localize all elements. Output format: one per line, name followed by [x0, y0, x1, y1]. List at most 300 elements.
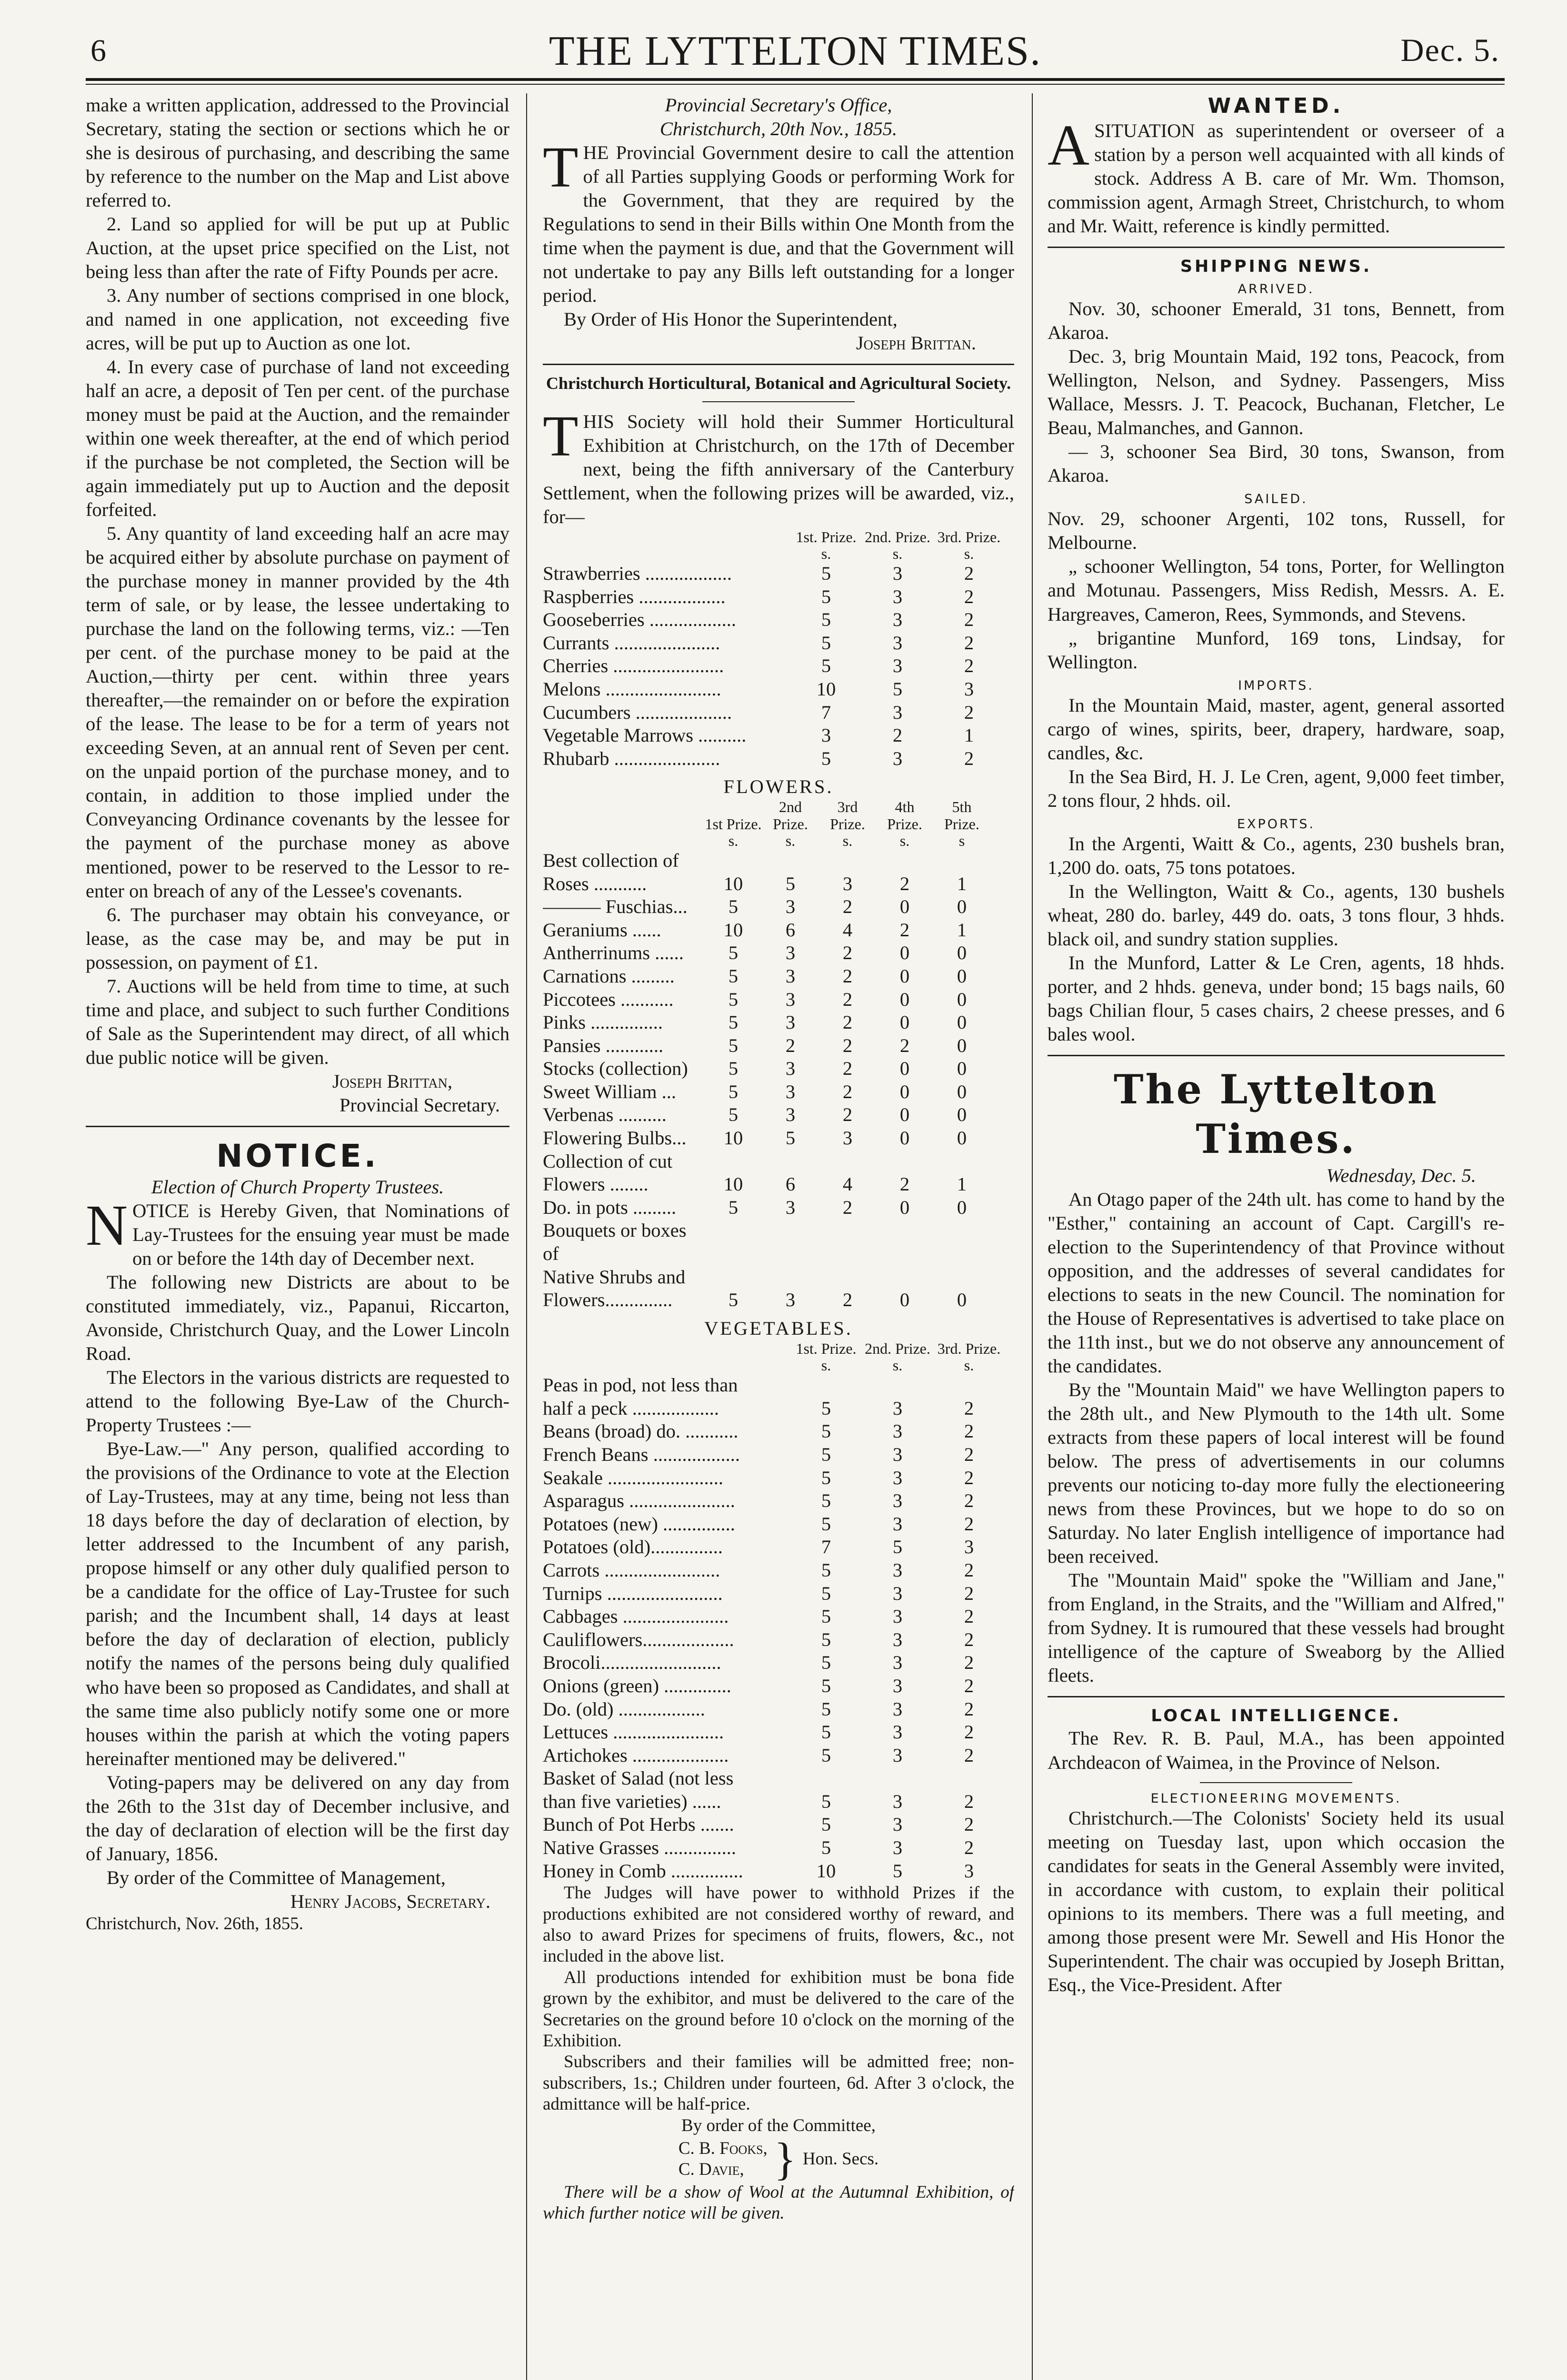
- prize-amount: 3: [785, 988, 796, 1010]
- prize-amount: 2: [964, 1490, 974, 1512]
- prize-item-name: Basket of Salad (not less: [543, 1767, 734, 1789]
- table-unit-cell: s.: [821, 545, 831, 562]
- prize-amount: 2: [964, 1837, 974, 1859]
- prize-amount: 5: [785, 873, 796, 894]
- prize-amount: 2: [842, 1196, 853, 1218]
- table-header-cell: 4th Prize.: [887, 798, 922, 833]
- prize-amount: [705, 849, 762, 873]
- table-unit-cell: s.: [964, 545, 974, 562]
- section-divider: [1048, 247, 1505, 248]
- prize-amount: 10: [723, 1173, 743, 1195]
- prize-amount: 0: [957, 1104, 967, 1126]
- prize-amount: [762, 849, 819, 873]
- prize-amount: 0: [957, 988, 967, 1010]
- vegetable-table-units: [543, 1357, 1005, 1374]
- prize-amount: 3: [785, 965, 796, 987]
- prize-amount: 5: [728, 896, 739, 918]
- land-regulation-7: 7. Auctions will be held from time to time, at such time and place, and subject to such further Conditions of Sale as the Superintendent may direct, of all which due public notice will be given.: [86, 975, 509, 1068]
- prize-row: [543, 965, 990, 988]
- prize-amount: 3: [892, 655, 903, 677]
- prize-row: [543, 1420, 1005, 1443]
- prize-amount: 5: [821, 609, 831, 631]
- prize-amount: 0: [957, 1196, 967, 1218]
- prize-amount: 3: [892, 1397, 903, 1419]
- prize-amount: 5: [821, 632, 831, 654]
- prize-amount: 2: [964, 1628, 974, 1650]
- provincial-signature: Joseph Brittan.: [856, 332, 976, 354]
- prize-row: [543, 895, 990, 919]
- prize-amount: [862, 1767, 933, 1790]
- prize-amount: 2: [964, 747, 974, 769]
- prize-amount: 5: [892, 1536, 903, 1558]
- prize-amount: 2: [964, 563, 974, 585]
- wool-show-note: There will be a show of Wool at the Autumnal Exhibition, of which further notice will be given.: [543, 2182, 1014, 2223]
- prize-row: [543, 1443, 1005, 1467]
- prize-row: [543, 747, 1005, 771]
- column-2: [543, 93, 1014, 2380]
- prize-amount: 0: [957, 1081, 967, 1102]
- table-header-cell: 2nd. Prize.: [865, 528, 930, 545]
- secretaries-title: Hon. Secs.: [802, 2149, 879, 2169]
- table-unit-cell: [543, 1357, 790, 1374]
- editorial-paragraph-2: By the "Mountain Maid" we have Wellington papers to the 28th ult., and New Plymouth to the 14th ult. Some extracts from these papers of local interest will be found below. The press of advertisements in our columns prevents our noticing to-day more fully the electioneering news from these Provinces, but we hope to do so on Saturday. No later English intelligence of importance had been received.: [1048, 1379, 1505, 1567]
- prize-amount: 3: [842, 1127, 853, 1149]
- table-unit-cell: s.: [892, 545, 903, 562]
- prize-amount: 1: [957, 919, 967, 941]
- prize-row: [543, 1582, 1005, 1606]
- prize-amount: [819, 1150, 876, 1173]
- prize-amount: 2: [964, 1721, 974, 1743]
- prize-item-name: Carrots ........................: [543, 1559, 720, 1581]
- masthead-date: Dec. 5.: [1400, 32, 1500, 68]
- prize-amount: 4: [842, 919, 853, 941]
- electioneering-paragraph: Christchurch.—The Colonists' Society held its usual meeting on Tuesday last, upon which occasion the candidates for seats in the General Assembly were invited, in accordance with custom, to explain their political opinions to its members. There was a full meeting, and among those present were Mr. Sewell and His Honor the Superintendent. The chair was occupied by Joseph Brittan, Esq., the Vice-President. After: [1048, 1807, 1505, 1995]
- prize-amount: 3: [892, 1513, 903, 1535]
- table-header-cell: 1st. Prize.: [796, 1339, 857, 1357]
- prize-amount: 3: [892, 1721, 903, 1743]
- table-header-cell: 2nd Prize.: [773, 798, 808, 833]
- prize-item-name: Raspberries ..................: [543, 585, 726, 607]
- prize-amount: 2: [899, 873, 910, 894]
- prize-amount: 3: [892, 1814, 903, 1835]
- prize-row: [543, 1196, 990, 1220]
- prize-item-name: Carnations .........: [543, 965, 675, 987]
- table-unit-cell: s.: [964, 1357, 974, 1374]
- table-unit-cell: [543, 545, 790, 562]
- wanted-advertisement: [1048, 113, 1505, 238]
- table-header-cell: [543, 529, 790, 545]
- section-divider: [86, 1126, 509, 1127]
- fruit-table-header: [543, 529, 1005, 545]
- prize-amount: 1: [957, 1173, 967, 1195]
- prize-row: [543, 1374, 1005, 1397]
- prize-item-name: Lettuces .......................: [543, 1721, 724, 1743]
- table-header-cell: 2nd. Prize.: [865, 1339, 930, 1357]
- prize-amount: 3: [892, 1490, 903, 1512]
- prize-row: [543, 1767, 1005, 1790]
- prize-row: [543, 1103, 990, 1127]
- prize-amount: 7: [821, 1536, 831, 1558]
- flower-table-body: [543, 849, 990, 1312]
- prize-amount: 3: [892, 1559, 903, 1581]
- prize-amount: [933, 1767, 1005, 1790]
- prize-row: [543, 1057, 990, 1081]
- prize-row: [543, 1790, 1005, 1814]
- prize-item-name: Cucumbers ....................: [543, 701, 732, 723]
- editorial-paragraph-1: An Otago paper of the 24th ult. has come to hand by the "Esther," containing an account of Capt. Cargill's re-election to the Superintendency of that Province without opposition, and the addresses of several candidates for elections to seats in the new Council. The nomination for the House of Representatives is advertised to take place on the 11th inst., but we do not observe any announcement of the candidates.: [1048, 1188, 1505, 1377]
- column-3: [1048, 93, 1505, 2380]
- prize-amount: 3: [892, 1675, 903, 1696]
- prize-amount: 5: [728, 1058, 739, 1080]
- section-divider: [543, 364, 1014, 365]
- prize-item-name: Pansies ............: [543, 1034, 664, 1056]
- prize-amount: 3: [964, 1860, 974, 1882]
- flower-table-header: [543, 799, 990, 832]
- prize-row: [543, 919, 990, 942]
- prize-amount: 0: [957, 896, 967, 918]
- prize-amount: 0: [899, 1127, 910, 1149]
- vegetable-table-body: [543, 1374, 1005, 1883]
- electioneering-heading: ELECTIONEERING MOVEMENTS.: [1150, 1791, 1402, 1806]
- prize-row: [543, 1127, 990, 1150]
- prize-amount: 3: [892, 1628, 903, 1650]
- prize-row: [543, 1467, 1005, 1490]
- wanted-heading: WANTED.: [1208, 94, 1345, 118]
- prize-item-name: Beans (broad) do. ...........: [543, 1420, 739, 1442]
- prize-amount: 1: [964, 724, 974, 746]
- prize-amount: 2: [964, 632, 974, 654]
- prize-amount: [876, 1266, 933, 1289]
- prize-amount: [790, 1767, 862, 1790]
- notice-paragraph-5: Voting-papers may be delivered on any day from the 26th to the 31st day of December inclusive, and the day of declaration of election will be the first day of January, 1856.: [86, 1771, 509, 1864]
- prize-item-name: Artichokes ....................: [543, 1744, 729, 1766]
- prize-amount: 5: [728, 1104, 739, 1126]
- prize-amount: 0: [899, 1058, 910, 1080]
- departure-entry: „ brigantine Munford, 169 tons, Lindsay, for Wellington.: [1048, 627, 1505, 673]
- prize-item-name: Asparagus ......................: [543, 1490, 735, 1512]
- prize-amount: 5: [892, 1860, 903, 1882]
- prize-amount: 10: [723, 1127, 743, 1149]
- prize-amount: 5: [821, 1513, 831, 1535]
- prize-row: [543, 1744, 1005, 1767]
- judges-note: The Judges will have power to withhold Prizes if the productions exhibited are not considered worthy of reward, and also to award Prizes for specimens of fruits, flowers, &c., not included in the above list.: [543, 1883, 1014, 1966]
- prize-amount: 2: [842, 1012, 853, 1033]
- prize-amount: 5: [821, 655, 831, 677]
- prize-row: [543, 1397, 1005, 1420]
- section-divider: [1048, 1055, 1505, 1056]
- masthead-title: THE LYTTELTON TIMES.: [549, 28, 1042, 74]
- prize-amount: 5: [892, 678, 903, 700]
- prize-amount: 2: [899, 1173, 910, 1195]
- secretary-1: C. B. Fooks,: [678, 2138, 768, 2158]
- prize-amount: 2: [964, 1698, 974, 1720]
- prize-amount: 0: [899, 1289, 910, 1311]
- prize-item-name: Onions (green) ..............: [543, 1675, 731, 1696]
- table-unit-cell: s.: [785, 832, 796, 849]
- prize-amount: 2: [964, 1443, 974, 1465]
- prize-amount: 5: [821, 1420, 831, 1442]
- prize-amount: [790, 1374, 862, 1397]
- prize-amount: 3: [892, 609, 903, 631]
- prize-amount: 5: [821, 1443, 831, 1465]
- flowers-heading: FLOWERS.: [723, 776, 834, 798]
- prize-amount: 5: [821, 747, 831, 769]
- prize-row: [543, 873, 990, 896]
- arrival-entry: — 3, schooner Sea Bird, 30 tons, Swanson, from Akaroa.: [1048, 441, 1505, 486]
- prize-row: [543, 1489, 1005, 1513]
- signature-title: Provincial Secretary.: [339, 1094, 500, 1116]
- prize-amount: 2: [964, 1814, 974, 1835]
- prize-amount: 5: [728, 942, 739, 964]
- column-divider: [526, 93, 527, 2380]
- prize-amount: 2: [842, 1104, 853, 1126]
- brace-glyph: }: [774, 2133, 796, 2184]
- prize-item-name: Do. (old) ..................: [543, 1698, 705, 1720]
- shipping-news-heading: SHIPPING NEWS.: [1180, 257, 1372, 277]
- arrival-entry: Nov. 30, schooner Emerald, 31 tons, Bennett, from Akaroa.: [1048, 298, 1505, 343]
- table-header-cell: 1st Prize.: [705, 815, 762, 833]
- prize-item-name: Native Shrubs and: [543, 1266, 686, 1288]
- prize-amount: 5: [821, 1721, 831, 1743]
- prize-amount: 3: [785, 942, 796, 964]
- prize-item-name: Collection of cut: [543, 1150, 673, 1172]
- provincial-notice-text: HE Provincial Government desire to call the attention of all Parties supplying Goods or performing Work for the Government, that they are required by the Regulations to send in their Bills within One Month from the time when the payment is due, and that the Government will not undertake to pay any Bills left outstanding for a longer period.: [543, 142, 1014, 307]
- prize-amount: 2: [964, 655, 974, 677]
- prize-amount: 5: [728, 988, 739, 1010]
- prize-amount: 0: [899, 896, 910, 918]
- prize-amount: 7: [821, 701, 831, 723]
- export-entry: In the Munford, Latter & Le Cren, agents, 18 hhds. porter, and 2 hhds. geneva, under bond; 15 bags nails, 60 bags Chilian flour, 5 cases chairs, 2 cheese presses, and 6 bales wool.: [1048, 952, 1505, 1045]
- prize-amount: 2: [842, 965, 853, 987]
- prize-amount: [862, 1374, 933, 1397]
- prize-amount: 3: [892, 1467, 903, 1488]
- table-unit-cell: s.: [892, 1357, 903, 1374]
- table-header-cell: 3rd. Prize.: [937, 528, 1001, 545]
- prize-item-name: Strawberries ..................: [543, 563, 732, 585]
- prize-amount: 5: [821, 1744, 831, 1766]
- prize-item-name: Native Grasses ...............: [543, 1837, 737, 1859]
- prize-row: [543, 1081, 990, 1104]
- table-header-cell: [543, 799, 705, 832]
- prize-amount: 1: [957, 873, 967, 894]
- prize-row: [543, 1219, 990, 1265]
- fruit-prize-table: [543, 529, 1005, 771]
- prize-amount: 2: [785, 1034, 796, 1056]
- land-regulation-5: 5. Any quantity of land exceeding half an acre may be acquired either by absolute purchase on payment of the purchase money in manner provided by the 4th term of sale, or by lease, the lessee undertaking to purchase the land on the following terms, viz.: —Ten per cent. of the purchase money to be paid at the Auction,—thirty per cent. within three years thereafter,—the remainder on or before the expiration of the lease. The lease to be for a term of years not exceeding Seven, at an annual rent of Seven per cent. on the unpaid portion of the purchase money, and to contain, in addition to those implied under the Conveyancing Ordinance covenants by the lessee for the payment of the purchase money as above mentioned, power to be reserved to the Lessor to re-enter on breach of any of the Lessee's covenants.: [86, 523, 509, 902]
- editorial-paragraph-3: The "Mountain Maid" spoke the "William and Jane," from England, in the Straits, and the "William and Alfred," from Sydney. It is rumoured that these vessels had brought intelligence of the capture of Sweaborg by the Allied fleets.: [1048, 1569, 1505, 1686]
- import-entry: In the Mountain Maid, master, agent, general assorted cargo of wines, spirits, beer, drapery, hardware, soap, candles, &c.: [1048, 694, 1505, 764]
- secretary-names: [679, 2138, 768, 2181]
- prize-row: [543, 1675, 1005, 1698]
- horticultural-intro-text: HIS Society will hold their Summer Horticultural Exhibition at Christchurch, on the 17th of December next, being the fifth anniversary of the Canterbury Settlement, when the following prizes will be awarded, viz., for—: [543, 410, 1014, 527]
- prize-amount: [705, 1150, 762, 1173]
- prize-amount: 6: [785, 919, 796, 941]
- honorary-secretaries: [543, 2133, 1014, 2184]
- prize-amount: 5: [821, 1790, 831, 1812]
- prize-amount: 3: [892, 632, 903, 654]
- prize-amount: 5: [821, 1698, 831, 1720]
- prize-amount: 2: [842, 1034, 853, 1056]
- prize-row: [543, 1289, 990, 1312]
- prize-amount: 0: [957, 1289, 967, 1311]
- prize-item-name: Cabbages ......................: [543, 1606, 729, 1627]
- prize-amount: 3: [892, 1837, 903, 1859]
- prize-item-name: Flowers..............: [543, 1289, 673, 1311]
- departure-entry: Nov. 29, schooner Argenti, 102 tons, Russell, for Melbourne.: [1048, 508, 1505, 554]
- prize-amount: [762, 1219, 819, 1265]
- arrived-heading: ARRIVED.: [1238, 281, 1315, 297]
- prize-amount: 5: [821, 1467, 831, 1488]
- prize-row: [543, 678, 1005, 701]
- prize-amount: 0: [899, 1196, 910, 1218]
- prize-amount: 4: [842, 1173, 853, 1195]
- prize-amount: 3: [785, 1058, 796, 1080]
- vegetable-table-header: [543, 1340, 1005, 1357]
- land-regulations-intro: make a written application, addressed to the Provincial Secretary, stating the section or sections which he or she is desirous of purchasing, and describing the same by reference to the number on the Map and List above referred to.: [86, 94, 509, 211]
- prize-amount: 5: [821, 1675, 831, 1696]
- prize-amount: 0: [899, 965, 910, 987]
- prize-amount: 5: [785, 1127, 796, 1149]
- prize-amount: 3: [892, 1652, 903, 1674]
- prize-amount: 3: [892, 563, 903, 585]
- prize-amount: [876, 1219, 933, 1265]
- prize-item-name: Roses ...........: [543, 873, 647, 894]
- provincial-office-date: Christchurch, 20th Nov., 1855.: [659, 118, 898, 140]
- land-regulation-2: 2. Land so applied for will be put up at Public Auction, at the upset price specified on the List, not being less than after the rate of Fifty Pounds per acre.: [86, 213, 509, 283]
- prize-item-name: Piccotees ...........: [543, 988, 674, 1010]
- prize-amount: 0: [957, 965, 967, 987]
- productions-note: All productions intended for exhibition must be bona fide grown by the exhibitor, and must be delivered to the care of the Secretaries on the ground before 10 o'clock on the morning of the Exhibition.: [543, 1967, 1014, 2051]
- prize-item-name: Honey in Comb ...............: [543, 1860, 743, 1882]
- prize-amount: 3: [964, 1536, 974, 1558]
- prize-amount: 3: [892, 1582, 903, 1604]
- prize-amount: 3: [892, 1443, 903, 1465]
- table-header-cell: 1st. Prize.: [796, 528, 857, 545]
- signature-name: Joseph Brittan,: [332, 1070, 452, 1092]
- prize-row: [543, 1628, 1005, 1652]
- prize-amount: [933, 1219, 990, 1265]
- prize-item-name: Brocoli.........................: [543, 1652, 721, 1674]
- notice-paragraph-1: [86, 1193, 509, 1270]
- prize-amount: 0: [957, 1012, 967, 1033]
- prize-row: [543, 1034, 990, 1058]
- prize-amount: 2: [964, 1582, 974, 1604]
- prize-amount: 2: [964, 1467, 974, 1488]
- column-1: [86, 93, 509, 2380]
- prize-amount: 3: [892, 747, 903, 769]
- prize-amount: 3: [821, 724, 831, 746]
- page-number: 6: [90, 33, 106, 68]
- prize-amount: 10: [723, 919, 743, 941]
- prize-amount: 2: [842, 1081, 853, 1102]
- prize-item-name: French Beans ..................: [543, 1443, 740, 1465]
- local-intelligence-heading: LOCAL INTELLIGENCE.: [1151, 1706, 1401, 1726]
- prize-amount: 5: [821, 1628, 831, 1650]
- wanted-text: SITUATION as superintendent or overseer of a station by a person well acquainted with all kinds of stock. Address A B. care of Mr. Wm. Thomson, commission agent, Armagh Street, Christchurch, to whom and Mr. Waitt, reference is kindly permitted.: [1048, 120, 1505, 237]
- prize-row: [543, 562, 1005, 585]
- table-unit-cell: s: [958, 832, 965, 849]
- prize-item-name: Gooseberries ..................: [543, 609, 737, 631]
- prize-amount: 2: [842, 896, 853, 918]
- notice-paragraph-6: By order of the Committee of Management,: [107, 1866, 446, 1888]
- prize-row: [543, 1836, 1005, 1860]
- prize-amount: 3: [785, 1081, 796, 1102]
- prize-row: [543, 585, 1005, 609]
- fruit-table-units: [543, 545, 1005, 562]
- table-header-cell: 5th Prize.: [944, 798, 979, 833]
- prize-item-name: Antherrinums ......: [543, 942, 684, 964]
- prize-amount: 2: [842, 988, 853, 1010]
- flower-table-units: [543, 833, 990, 849]
- prize-amount: 5: [728, 1034, 739, 1056]
- horticultural-intro: [543, 404, 1014, 529]
- prize-item-name: Melons ........................: [543, 678, 721, 700]
- prize-amount: 2: [964, 1606, 974, 1627]
- prize-item-name: Rhubarb ......................: [543, 747, 720, 769]
- vegetables-heading: VEGETABLES.: [704, 1317, 853, 1339]
- table-unit-cell: s.: [899, 832, 910, 849]
- prize-amount: 2: [964, 585, 974, 607]
- prize-item-name: Bouquets or boxes of: [543, 1220, 687, 1265]
- prize-amount: 2: [842, 1289, 853, 1311]
- prize-amount: 3: [892, 1744, 903, 1766]
- fruit-table-body: [543, 562, 1005, 770]
- table-unit-cell: s.: [842, 832, 853, 849]
- prize-row: [543, 1651, 1005, 1675]
- prize-item-name: Currants ......................: [543, 632, 720, 654]
- paper-nameplate: The Lyttelton Times.: [1114, 1066, 1438, 1163]
- prize-amount: [705, 1219, 762, 1265]
- flower-prize-table: [543, 799, 990, 1311]
- prize-amount: 3: [892, 1420, 903, 1442]
- prize-row: [543, 1605, 1005, 1628]
- prize-amount: 3: [892, 1790, 903, 1812]
- prize-row: [543, 654, 1005, 678]
- prize-item-name: ——— Fuschias...: [543, 896, 688, 918]
- committee-order: By order of the Committee,: [681, 2115, 876, 2135]
- prize-amount: 3: [785, 1196, 796, 1218]
- prize-amount: [705, 1266, 762, 1289]
- prize-row: [543, 701, 1005, 724]
- prize-item-name: half a peck ..................: [543, 1397, 719, 1419]
- prize-amount: 5: [728, 965, 739, 987]
- prize-item-name: Turnips ........................: [543, 1582, 723, 1604]
- prize-item-name: than five varieties) ......: [543, 1790, 721, 1812]
- prize-item-name: Vegetable Marrows ..........: [543, 724, 747, 746]
- prize-amount: 2: [964, 1790, 974, 1812]
- prize-item-name: Do. in pots .........: [543, 1196, 677, 1218]
- prize-amount: 3: [892, 585, 903, 607]
- prize-amount: 3: [785, 896, 796, 918]
- table-unit-cell: s.: [821, 1357, 831, 1374]
- prize-amount: 5: [821, 1397, 831, 1419]
- imports-heading: IMPORTS.: [1238, 678, 1314, 693]
- prize-amount: 5: [821, 585, 831, 607]
- prize-row: [543, 724, 1005, 747]
- prize-amount: 0: [899, 988, 910, 1010]
- wanted-drop-cap: A: [1048, 113, 1090, 178]
- vegetable-prize-table: [543, 1340, 1005, 1883]
- provincial-drop-cap: T: [543, 135, 579, 200]
- land-regulation-6: 6. The purchaser may obtain his conveyance, or lease, as the case may be, and may be put in possession, on payment of £1.: [86, 903, 509, 973]
- prize-amount: 5: [821, 1559, 831, 1581]
- prize-row: [543, 608, 1005, 632]
- notice-place-date: Christchurch, Nov. 26th, 1855.: [86, 1914, 303, 1934]
- prize-row: [543, 988, 990, 1012]
- prize-amount: 5: [821, 1490, 831, 1512]
- prize-amount: 5: [728, 1289, 739, 1311]
- prize-amount: 2: [964, 1513, 974, 1535]
